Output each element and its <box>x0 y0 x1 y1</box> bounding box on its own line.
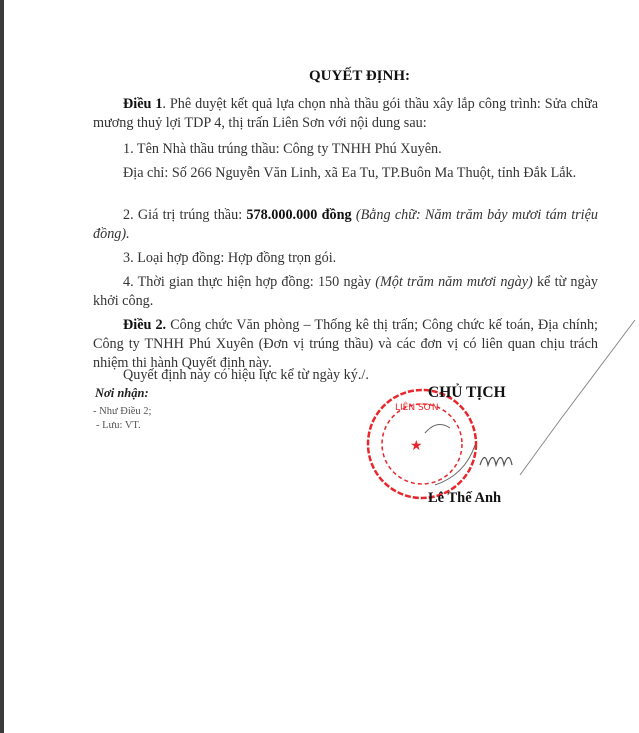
duration-words: (Một trăm năm mươi ngày) <box>375 274 533 290</box>
contract-value-label: 2. Giá trị trúng thầu: <box>123 207 247 223</box>
contract-value <box>93 206 598 244</box>
svg-text:LIÊN SƠN: LIÊN SƠN <box>395 403 439 413</box>
article-2-text: Công chức Văn phòng – Thống kê thị trấn; Công chức kế toán, Địa chính; Công ty TNHH Phú Xuyên (Đơn vị trúng thầu) và các đơn vị có liên quan chịu trách nhiệm thi hành Quyết định này. <box>93 317 599 371</box>
duration-suffix: kể từ ngày khởi công. <box>93 274 598 309</box>
winner-address: Địa chỉ: Số 266 Nguyễn Văn Linh, xã Ea Tu, TP.Buôn Ma Thuột, tỉnh Đắk Lắk. <box>123 165 577 181</box>
contract-amount-words: (Bằng chữ: Năm trăm bảy mươi tám triệu đồng). <box>93 207 598 242</box>
svg-text:★: ★ <box>410 438 423 454</box>
article-1-label: Điều 1 <box>123 96 163 112</box>
official-seal-icon <box>365 385 480 503</box>
article-1-text: . Phê duyệt kết quả lựa chọn nhà thầu gói thầu xây lắp công trình: Sửa chữa mương thuỷ lợi TDP 4, thị trấn Liên Sơn với nội dung sau: <box>93 96 599 131</box>
duration-label: 4. Thời gian thực hiện hợp đồng: 150 ngày <box>123 274 376 290</box>
signer-title: CHỦ TỊCH <box>428 384 506 401</box>
contract-amount: 578.000.000 đồng <box>246 207 352 223</box>
contract-type: 3. Loại hợp đồng: Hợp đồng trọn gói. <box>123 250 337 266</box>
recipients-title: Nơi nhận: <box>95 386 149 400</box>
effective-clause: Quyết định này có hiệu lực kể từ ngày ký./. <box>123 367 369 383</box>
winner-name: 1. Tên Nhà thầu trúng thầu: Công ty TNHH Phú Xuyên. <box>123 141 442 157</box>
document-title: QUYẾT ĐỊNH: <box>309 68 410 84</box>
recipient-item: - Như Điều 2; <box>93 406 152 417</box>
signer-name: Lê Thế Anh <box>428 490 502 506</box>
article-2-label: Điều 2. <box>123 317 167 333</box>
recipient-item: - Lưu: VT. <box>96 420 141 431</box>
article-1 <box>93 95 598 133</box>
